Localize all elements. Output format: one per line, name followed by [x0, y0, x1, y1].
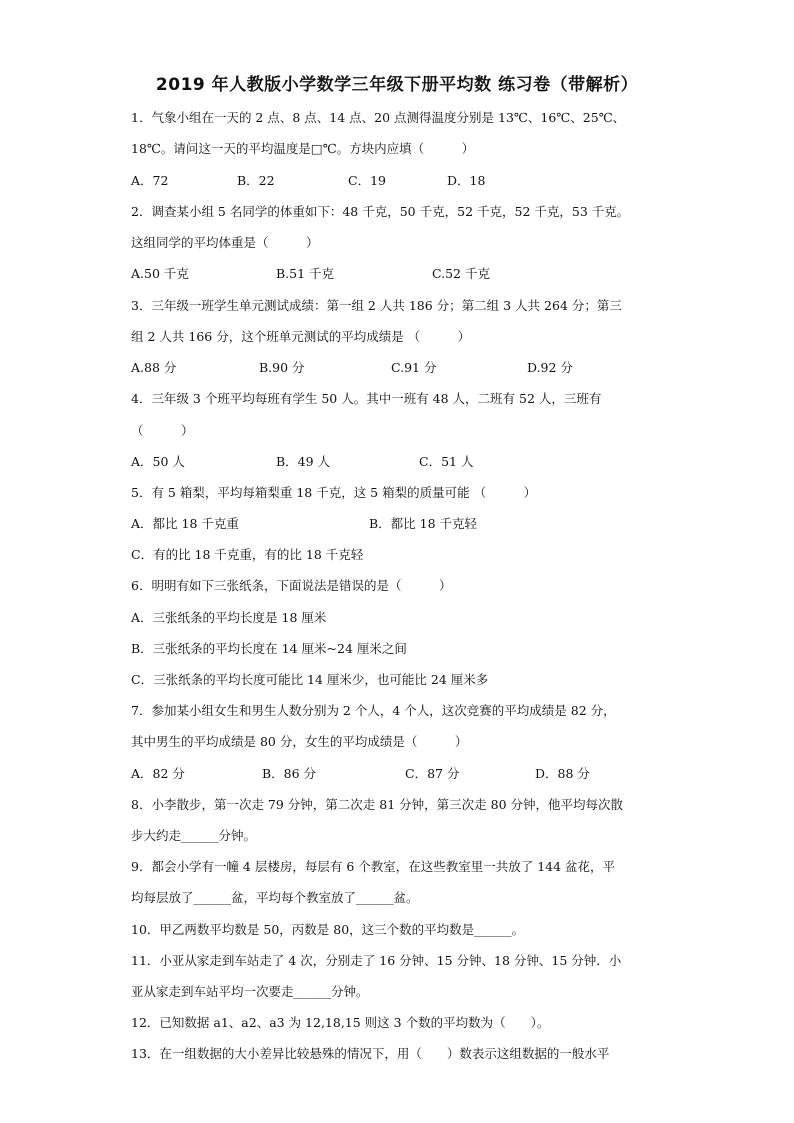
question-4-line-2: （ ） [131, 423, 194, 438]
question-2-option-b[interactable]: B.51 千克 [276, 266, 335, 281]
question-4-option-b[interactable]: B．49 人 [276, 454, 331, 469]
question-5-option-a[interactable]: A．都比 18 千克重 [131, 516, 239, 531]
question-3-option-c[interactable]: C.91 分 [391, 360, 437, 375]
question-11-line-1: 11．小亚从家走到车站走了 4 次，分别走了 16 分钟、15 分钟、18 分钟、15 分钟．小 [131, 953, 622, 968]
question-2-line-2: 这组同学的平均体重是（ ） [131, 235, 319, 250]
question-2-option-a[interactable]: A.50 千克 [131, 266, 189, 281]
question-12-line-1: 12．已知数据 a1、a2、a3 为 12,18,15 则这 3 个数的平均数为（ ）。 [131, 1015, 550, 1030]
question-1-option-d[interactable]: D．18 [447, 173, 486, 188]
question-3-line-2: 组 2 人共 166 分，这个班单元测试的平均成绩是 （ ） [131, 329, 471, 344]
question-1-line-1: 1．气象小组在一天的 2 点、8 点、14 点、20 点测得温度分别是 13℃、16℃、25℃、 [131, 110, 626, 125]
question-8-line-2: 步大约走______分钟。 [131, 828, 257, 843]
question-1-option-a[interactable]: A．72 [131, 173, 169, 188]
question-10-line-1: 10．甲乙两数平均数是 50，丙数是 80，这三个数的平均数是______。 [131, 922, 525, 937]
question-9-line-2: 均每层放了______盆，平均每个教室放了______盆。 [131, 890, 419, 905]
question-11-line-2: 亚从家走到车站平均一次要走______分钟。 [131, 984, 369, 999]
question-4-line-1: 4．三年级 3 个班平均每班有学生 50 人。其中一班有 48 人，二班有 52 人，三班有 [131, 391, 602, 406]
question-5-option-c[interactable]: C．有的比 18 千克重，有的比 18 千克轻 [131, 547, 364, 562]
question-4-option-a[interactable]: A．50 人 [131, 454, 185, 469]
question-6-option-b[interactable]: B．三张纸条的平均长度在 14 厘米~24 厘米之间 [131, 641, 407, 656]
question-7-option-d[interactable]: D．88 分 [535, 766, 590, 781]
question-13-line-1: 13．在一组数据的大小差异比较悬殊的情况下，用（ ）数表示这组数据的一般水平 [131, 1046, 610, 1061]
question-2-line-1: 2．调查某小组 5 名同学的体重如下：48 千克，50 千克，52 千克，52 千克，53 千克。 [131, 204, 630, 219]
question-6-option-a[interactable]: A．三张纸条的平均长度是 18 厘米 [131, 610, 327, 625]
question-5-line-1: 5．有 5 箱梨，平均每箱梨重 18 千克，这 5 箱梨的质量可能 （ ） [131, 485, 537, 500]
question-3-option-b[interactable]: B.90 分 [259, 360, 305, 375]
page-title: 2019 年人教版小学数学三年级下册平均数 练习卷（带解析） [155, 75, 639, 95]
question-9-line-1: 9．都会小学有一幢 4 层楼房，每层有 6 个教室，在这些教室里一共放了 144 盆花，平 [131, 859, 616, 874]
question-6-line-1: 6．明明有如下三张纸条，下面说法是错误的是（ ） [131, 578, 452, 593]
question-7-line-1: 7．参加某小组女生和男生人数分别为 2 个人，4 个人，这次竞赛的平均成绩是 82 分， [131, 703, 616, 718]
question-3-line-1: 3．三年级一班学生单元测试成绩：第一组 2 人共 186 分；第二组 3 人共 264 分；第三 [131, 298, 622, 313]
question-1-option-c[interactable]: C．19 [348, 173, 386, 188]
question-3-option-d[interactable]: D.92 分 [527, 360, 573, 375]
question-6-option-c[interactable]: C．三张纸条的平均长度可能比 14 厘米少，也可能比 24 厘米多 [131, 672, 489, 687]
question-7-option-b[interactable]: B．86 分 [262, 766, 317, 781]
question-8-line-1: 8．小李散步，第一次走 79 分钟，第二次走 81 分钟，第三次走 80 分钟，他平均每次散 [131, 797, 624, 812]
question-1-line-2: 18℃。请问这一天的平均温度是□℃。方块内应填（ ） [131, 141, 475, 156]
question-2-option-c[interactable]: C.52 千克 [432, 266, 490, 281]
question-5-option-b[interactable]: B．都比 18 千克轻 [369, 516, 478, 531]
question-4-option-c[interactable]: C．51 人 [419, 454, 474, 469]
question-1-option-b[interactable]: B．22 [237, 173, 275, 188]
question-3-option-a[interactable]: A.88 分 [131, 360, 177, 375]
question-7-option-c[interactable]: C．87 分 [405, 766, 460, 781]
question-7-option-a[interactable]: A．82 分 [131, 766, 185, 781]
question-7-line-2: 其中男生的平均成绩是 80 分，女生的平均成绩是（ ） [131, 734, 468, 749]
